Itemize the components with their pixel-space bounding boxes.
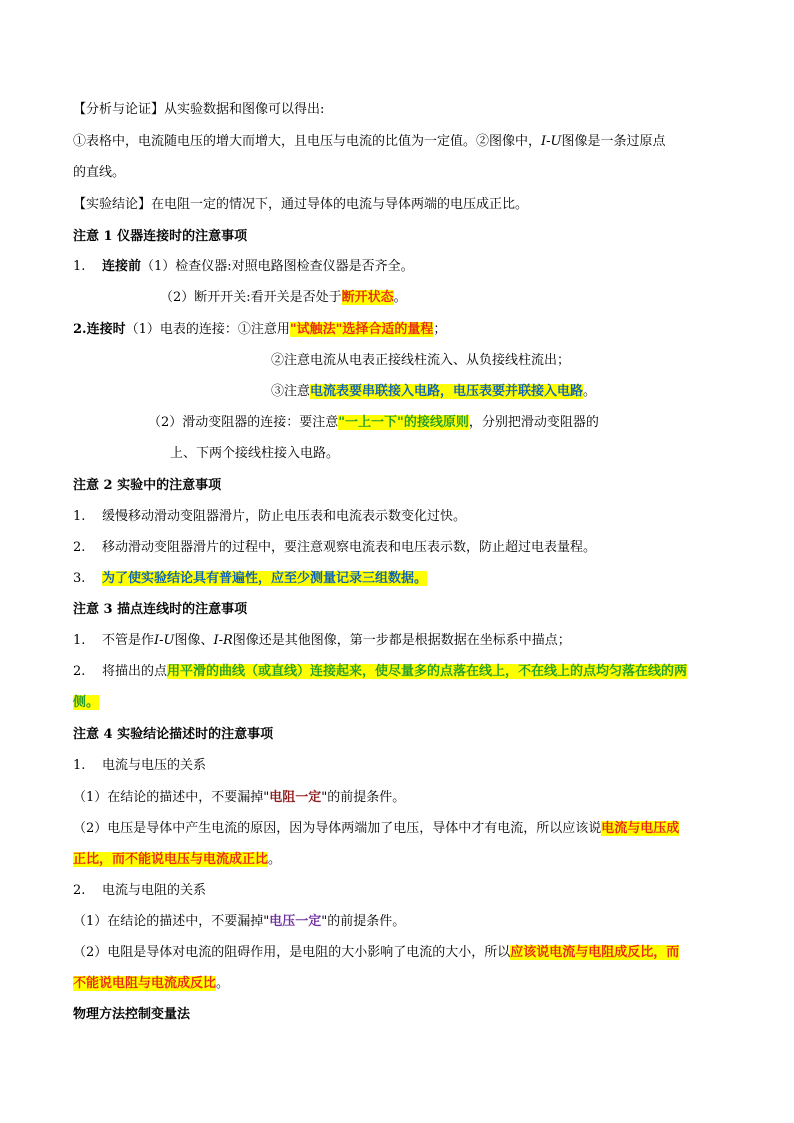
note4-s1-para-1 xyxy=(73,789,405,807)
note1-l7-text: 上、下两个接线柱接入电路。 xyxy=(170,446,340,461)
note1-line-7 xyxy=(170,445,339,463)
note4-title: 注意 4 实验结论描述时的注意事项 xyxy=(73,727,274,742)
note1-l6-text: （2）滑动变阻器的连接：要注意 xyxy=(148,415,339,430)
note2-i3-highlight: 为了使实验结论具有普遍性，应至少测量记录三组数据。 xyxy=(101,571,427,586)
note1-l6-highlight: "一上一下"的接线原则 xyxy=(338,415,469,430)
note1-l2-highlight: 断开状态 xyxy=(341,290,394,305)
note1-l6-end: ，分别把滑动变阻器的 xyxy=(468,415,599,430)
note1-l1-bold: 连接前 xyxy=(101,259,141,274)
note3-item-2 xyxy=(73,663,687,681)
conclusion-line xyxy=(73,196,528,214)
note1-l5-end: 。 xyxy=(583,384,597,399)
note4-s2-para-2 xyxy=(73,944,679,962)
note3-i1-a: 不管是作 xyxy=(101,633,154,648)
analysis-p1-end: 图像是一条过原点 xyxy=(561,134,666,149)
note1-l5-text: ③注意 xyxy=(271,384,311,399)
conclusion-label: 【实验结论】 xyxy=(73,197,152,212)
note4-s2-p2-a: （2）电阻是导体对电流的阻碍作用，是电阻的大小影响了电流的大小，所以 xyxy=(73,945,511,960)
note4-s2-p1-key: 电压一定 xyxy=(269,914,322,929)
note4-s1-p2-highlight-cont: 正比，而不能说电压与电流成正比 xyxy=(73,852,269,867)
note3-i2-highlight: 用平滑的曲线（或直线）连接起来，使尽量多的点落在线上，不在线上的点均匀落在线的两 xyxy=(166,664,687,679)
note4-s2-para-1 xyxy=(73,913,405,931)
method-title: 物理方法控制变量法 xyxy=(73,1007,191,1022)
analysis-para-1 xyxy=(73,133,666,151)
note2-i2-num: 2. xyxy=(73,540,86,555)
note3-item-1 xyxy=(73,632,571,650)
note1-l3-end: ； xyxy=(433,322,447,337)
note4-s1-p2-highlight: 电流与电压成 xyxy=(601,821,680,836)
note1-l2-end: 。 xyxy=(393,290,407,305)
note1-l3-highlight: "试触法"选择合适的量程 xyxy=(289,322,434,337)
note1-l5-highlight: 电流表要串联接入电路，电压表要并联接入电路 xyxy=(310,384,584,399)
note3-i1-num: 1. xyxy=(73,633,86,648)
note4-s1-text: 电流与电压的关系 xyxy=(101,758,206,773)
note4-sub-2 xyxy=(73,882,206,900)
note2-item-3 xyxy=(73,570,427,588)
note2-item-2 xyxy=(73,539,596,557)
note3-i2-num: 2. xyxy=(73,664,86,679)
note4-s2-p1-b: "的前提条件。 xyxy=(321,914,406,929)
note1-title: 注意 1 仪器连接时的注意事项 xyxy=(73,229,248,244)
note2-i1-text: 缓慢移动滑动变阻器滑片，防止电压表和电流表示数变化过快。 xyxy=(101,509,466,524)
note4-s2-p2-highlight-cont: 不能说电阻与电流成反比 xyxy=(73,976,217,991)
note1-l1-text: （1）检查仪器:对照电路图检查仪器是否齐全。 xyxy=(140,259,414,274)
analysis-label: 【分析与论证】 xyxy=(73,102,165,117)
note1-line-2 xyxy=(160,289,407,307)
note4-s2-p2-end: 。 xyxy=(216,976,230,991)
note2-i2-text: 移动滑动变阻器滑片的过程中，要注意观察电流表和电压表示数，防止超过电表量程。 xyxy=(101,540,596,555)
analysis-line xyxy=(73,101,324,119)
note4-s1-p1-b: "的前提条件。 xyxy=(321,790,406,805)
note1-line-5 xyxy=(271,383,596,401)
note1-l3-bold: 2.连接时 xyxy=(73,322,126,337)
note4-s1-num: 1. xyxy=(73,758,86,773)
note3-item-2-cont xyxy=(73,694,99,712)
note1-line-6 xyxy=(148,414,599,432)
note4-s1-p2-end: 。 xyxy=(268,852,282,867)
note4-s2-num: 2. xyxy=(73,883,86,898)
note4-sub-1 xyxy=(73,757,206,775)
note2-item-1 xyxy=(73,508,466,526)
analysis-p1-text: ①表格中，电流随电压的增大而增大，且电压与电流的比值为一定值。②图像中， xyxy=(73,134,542,149)
note4-s2-text: 电流与电阻的关系 xyxy=(101,883,206,898)
note1-line-1 xyxy=(73,258,414,276)
note4-s1-para-2-cont xyxy=(73,851,281,869)
note3-i2-a: 将描出的点 xyxy=(101,664,167,679)
note2-i1-num: 1. xyxy=(73,509,86,524)
analysis-p1-cont-text: 的直线。 xyxy=(73,165,126,180)
note3-title: 注意 3 描点连线时的注意事项 xyxy=(73,602,248,617)
iu-symbol: I-U xyxy=(541,134,562,149)
note3-i2-highlight-cont: 侧。 xyxy=(73,695,100,710)
note4-s1-p1-a: （1）在结论的描述中，不要漏掉" xyxy=(73,790,270,805)
note4-s1-p2-a: （2）电压是导体中产生电流的原因，因为导体两端加了电压，导体中才有电流，所以应该说 xyxy=(73,821,602,836)
conclusion-text: 在电阻一定的情况下，通过导体的电流与导体两端的电压成正比。 xyxy=(151,197,529,212)
note4-s1-p1-key: 电阻一定 xyxy=(269,790,322,805)
note4-s1-para-2 xyxy=(73,820,679,838)
analysis-para-1-cont xyxy=(73,164,125,182)
note2-title: 注意 2 实验中的注意事项 xyxy=(73,478,222,493)
note1-line-3 xyxy=(73,321,446,339)
note1-line-4 xyxy=(271,352,570,370)
note4-s2-p1-a: （1）在结论的描述中，不要漏掉" xyxy=(73,914,270,929)
note1-l2-text: （2）断开开关:看开关是否处于 xyxy=(160,290,342,305)
note3-i1-b: 图像、 xyxy=(174,633,214,648)
note1-l4-text: ②注意电流从电表正接线柱流入、从负接线柱流出； xyxy=(271,353,571,368)
analysis-intro: 从实验数据和图像可以得出: xyxy=(164,102,325,117)
note3-i1-c: 图像还是其他图像，第一步都是根据数据在坐标系中描点； xyxy=(232,633,571,648)
note2-i3-num: 3. xyxy=(73,571,86,586)
note1-l3-text: （1）电表的连接：①注意用 xyxy=(125,322,290,337)
note1-l1-num: 1. xyxy=(73,259,86,274)
note4-s2-p2-highlight: 应该说电流与电阻成反比，而 xyxy=(510,945,680,960)
note3-iu-symbol: I-U xyxy=(153,633,175,648)
note4-s2-para-2-cont xyxy=(73,975,229,993)
note3-ir-symbol: I-R xyxy=(213,633,233,648)
